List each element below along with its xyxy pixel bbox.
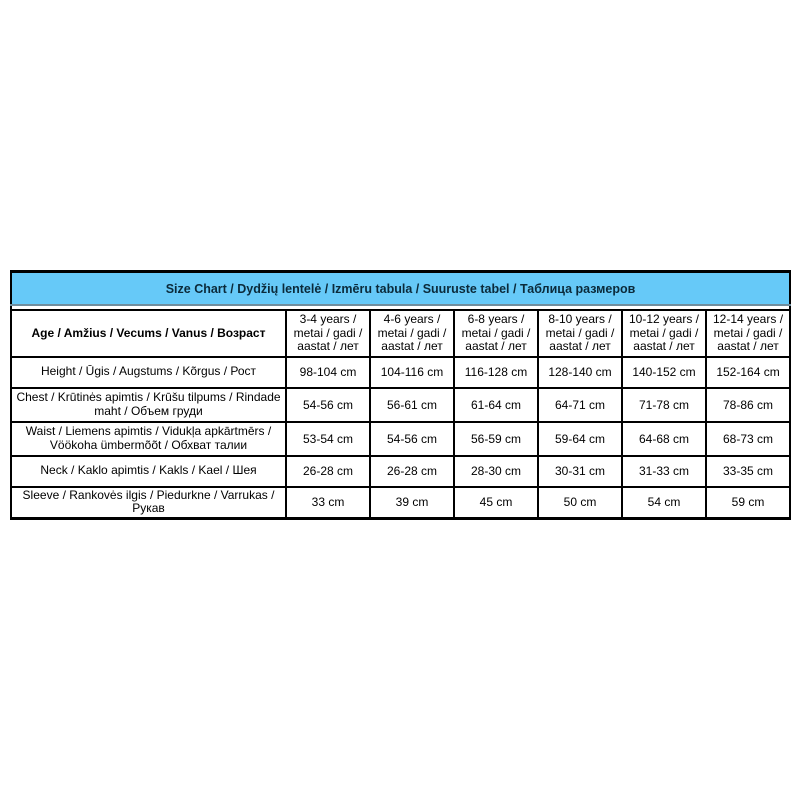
value-cell: 53-54 cm — [286, 422, 370, 456]
value-cell: 68-73 cm — [706, 422, 790, 456]
value-cell: 116-128 cm — [454, 357, 538, 388]
table-row-waist — [11, 422, 790, 456]
value-cell: 54-56 cm — [286, 388, 370, 422]
value-cell: 31-33 cm — [622, 456, 706, 487]
value-cell: 59 cm — [706, 487, 790, 519]
value-cell: 56-59 cm — [454, 422, 538, 456]
value-cell: 45 cm — [454, 487, 538, 519]
table-row-sleeve — [11, 487, 790, 519]
value-cell: 128-140 cm — [538, 357, 622, 388]
value-cell: 39 cm — [370, 487, 454, 519]
size-chart-table — [10, 270, 791, 520]
row-label-neck: Neck / Kaklo apimtis / Kakls / Kael / Шея — [11, 456, 286, 487]
value-cell: 59-64 cm — [538, 422, 622, 456]
row-label-sleeve: Sleeve / Rankovės ilgis / Piedurkne / Varrukas / Рукав — [11, 487, 286, 519]
column-header-6-8-years: 6-8 years / metai / gadi / aastat / лет — [454, 310, 538, 357]
row-label-chest: Chest / Krūtinės apimtis / Krūšu tilpums / Rindade maht / Объем груди — [11, 388, 286, 422]
table-row-chest — [11, 388, 790, 422]
column-header-row — [11, 310, 790, 357]
row-label-waist: Waist / Liemens apimtis / Vidukļa apkārtmērs / Vöökoha ümbermõõt / Обхват талии — [11, 422, 286, 456]
value-cell: 78-86 cm — [706, 388, 790, 422]
column-header-12-14-years: 12-14 years / metai / gadi / aastat / лет — [706, 310, 790, 357]
column-header-3-4-years: 3-4 years / metai / gadi / aastat / лет — [286, 310, 370, 357]
value-cell: 54-56 cm — [370, 422, 454, 456]
value-cell: 64-68 cm — [622, 422, 706, 456]
value-cell: 56-61 cm — [370, 388, 454, 422]
value-cell: 140-152 cm — [622, 357, 706, 388]
table-row-height — [11, 357, 790, 388]
row-label-height: Height / Ūgis / Augstums / Kõrgus / Рост — [11, 357, 286, 388]
value-cell: 33 cm — [286, 487, 370, 519]
table-title-row — [11, 272, 790, 306]
column-header-8-10-years: 8-10 years / metai / gadi / aastat / лет — [538, 310, 622, 357]
value-cell: 26-28 cm — [370, 456, 454, 487]
value-cell: 26-28 cm — [286, 456, 370, 487]
value-cell: 152-164 cm — [706, 357, 790, 388]
value-cell: 33-35 cm — [706, 456, 790, 487]
value-cell: 50 cm — [538, 487, 622, 519]
column-header-4-6-years: 4-6 years / metai / gadi / aastat / лет — [370, 310, 454, 357]
value-cell: 54 cm — [622, 487, 706, 519]
value-cell: 98-104 cm — [286, 357, 370, 388]
table-row-neck — [11, 456, 790, 487]
value-cell: 30-31 cm — [538, 456, 622, 487]
value-cell: 104-116 cm — [370, 357, 454, 388]
value-cell: 61-64 cm — [454, 388, 538, 422]
value-cell: 71-78 cm — [622, 388, 706, 422]
age-header-cell: Age / Amžius / Vecums / Vanus / Возраст — [11, 310, 286, 357]
column-header-10-12-years: 10-12 years / metai / gadi / aastat / лет — [622, 310, 706, 357]
value-cell: 28-30 cm — [454, 456, 538, 487]
value-cell: 64-71 cm — [538, 388, 622, 422]
table-title: Size Chart / Dydžių lentelė / Izmēru tabula / Suuruste tabel / Таблица размеров — [11, 272, 790, 306]
